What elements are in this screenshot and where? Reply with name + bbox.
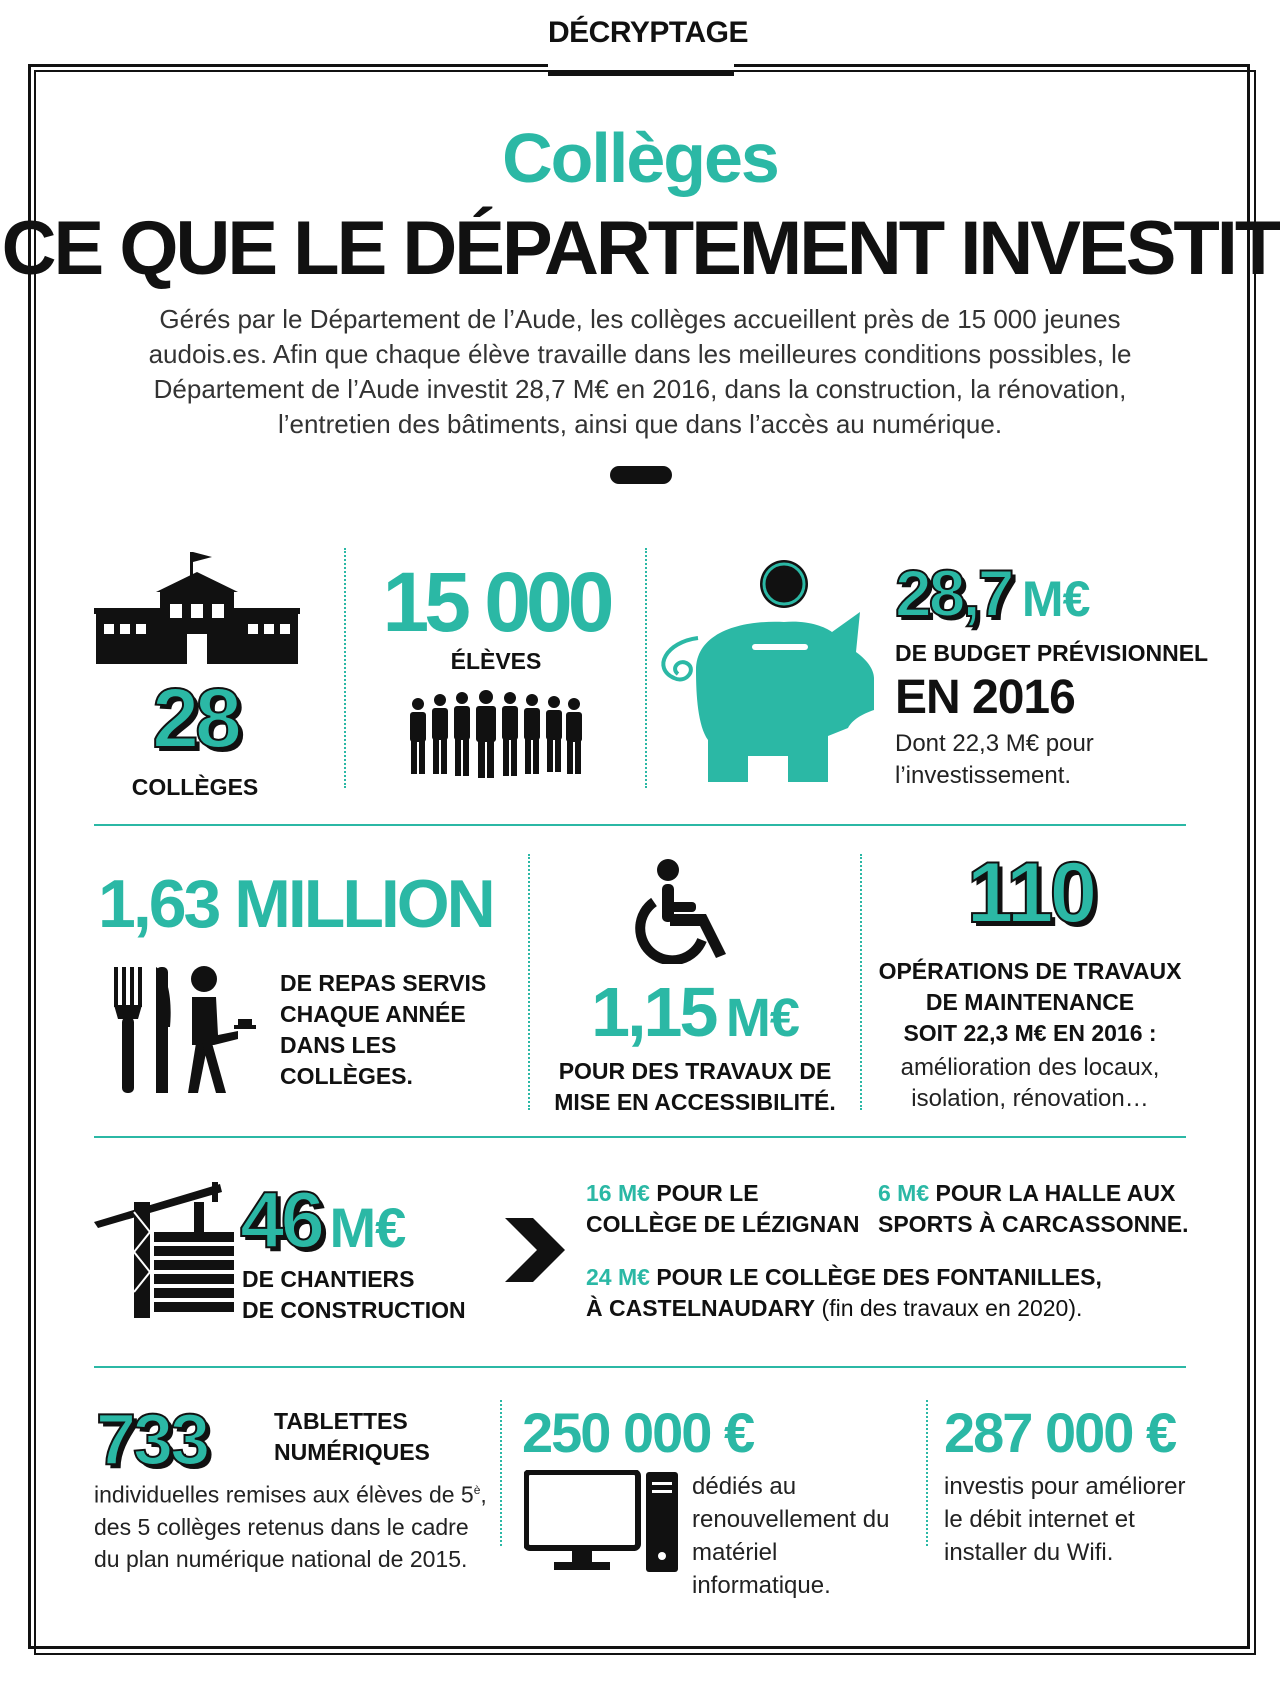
budget-note <box>895 728 1225 792</box>
school-building-icon <box>94 548 300 664</box>
intro-line: l’entretien des bâtiments, ainsi que dans l’accès au numérique. <box>277 409 1003 439</box>
tablettes-label-line: NUMÉRIQUES <box>274 1439 430 1465</box>
accessibilite-label-line: POUR DES TRAVAUX DE <box>558 1058 832 1084</box>
accessibilite-label-line: MISE EN ACCESSIBILITÉ. <box>554 1089 836 1115</box>
row-divider <box>94 1136 1186 1138</box>
travaux-note-line: isolation, rénovation… <box>911 1085 1149 1112</box>
informatique-line: renouvellement du <box>692 1506 890 1533</box>
tablettes-label <box>274 1406 474 1468</box>
row-divider <box>94 824 1186 826</box>
travaux-note-line: amélioration des locaux, <box>900 1054 1160 1081</box>
dotted-divider <box>344 548 346 788</box>
tablettes-sup: è <box>473 1483 481 1497</box>
travaux-note <box>870 1052 1190 1114</box>
colleges-label: COLLÈGES <box>131 774 259 800</box>
budget-note-line: l’investissement. <box>895 762 1072 789</box>
accessibilite-value: 1,15 <box>591 973 716 1051</box>
fontanilles-text: POUR LE COLLÈGE DES FONTANILLES, <box>656 1264 1102 1290</box>
halle-item <box>878 1178 1198 1240</box>
budget-note-line: Dont 22,3 M€ pour <box>895 730 1094 757</box>
fontanilles-note: (fin des travaux en 2020). <box>815 1295 1083 1321</box>
halle-text: POUR LA HALLE AUX <box>935 1180 1176 1206</box>
accessibilite-label <box>535 1056 855 1118</box>
desktop-computer-icon <box>524 1470 680 1574</box>
waiter-icon <box>178 965 268 1095</box>
intro-line: audois.es. Afin que chaque élève travaille dans les meilleures conditions possibles, le <box>148 339 1132 369</box>
repas-label <box>280 968 500 1092</box>
piggy-bank-icon <box>656 560 876 790</box>
tablettes-line: individuelles remises aux élèves de 5 <box>94 1481 474 1508</box>
wifi-text <box>944 1470 1234 1569</box>
travaux-label-line: SOIT 22,3 M€ EN 2016 : <box>903 1020 1157 1046</box>
accessibilite-value-group <box>535 972 855 1052</box>
halle-amount: 6 M€ <box>878 1180 930 1206</box>
kicker-title: Collèges <box>502 119 778 197</box>
budget-unit: M€ <box>1021 571 1090 627</box>
accessibilite-unit: M€ <box>725 988 799 1048</box>
chevron-right-icon <box>505 1218 565 1282</box>
wifi-line: installer du Wifi. <box>944 1539 1114 1566</box>
chantiers-label <box>242 1264 482 1326</box>
tablettes-value: 733 <box>96 1400 208 1480</box>
fontanilles-item <box>586 1262 1206 1324</box>
header-tab-bar <box>548 70 734 76</box>
page-title: CE QUE LE DÉPARTEMENT INVESTIT <box>1 206 1279 291</box>
chantiers-label-line: DE CONSTRUCTION <box>242 1297 466 1323</box>
halle-text: SPORTS À CARCASSONNE. <box>878 1211 1189 1237</box>
tablettes-line-end: , <box>480 1481 487 1508</box>
repas-value: 1,63 MILLION <box>98 866 493 942</box>
chantiers-value: 46 <box>240 1175 321 1264</box>
dotted-divider <box>860 854 862 1110</box>
dotted-divider <box>500 1400 502 1546</box>
divider-pill <box>610 466 672 484</box>
budget-line2: EN 2016 <box>895 671 1075 724</box>
fontanilles-text: À CASTELNAUDARY <box>586 1295 816 1321</box>
tablettes-text <box>94 1474 494 1575</box>
lezignan-item <box>586 1178 886 1240</box>
eleves-label: ÉLÈVES <box>450 648 542 674</box>
fontanilles-amount: 24 M€ <box>586 1264 650 1290</box>
repas-label-line: CHAQUE ANNÉE <box>280 1001 466 1027</box>
construction-crane-icon <box>94 1182 234 1318</box>
tablettes-label-line: TABLETTES <box>274 1408 408 1434</box>
lezignan-amount: 16 M€ <box>586 1180 650 1206</box>
informatique-line: matériel informatique. <box>692 1539 831 1599</box>
dotted-divider <box>645 548 647 788</box>
budget-value: 28,7 <box>895 556 1012 630</box>
chantiers-value-group <box>240 1175 480 1264</box>
repas-label-line: DE REPAS SERVIS <box>280 970 487 996</box>
dotted-divider <box>528 854 530 1110</box>
tablettes-line: du plan numérique national de 2015. <box>94 1545 468 1572</box>
wifi-value: 287 000 € <box>944 1401 1176 1464</box>
crowd-icon <box>406 690 586 778</box>
informatique-line: dédiés au <box>692 1473 797 1500</box>
intro-line: Département de l’Aude investit 28,7 M€ en 2016, dans la construction, la rénovation, <box>153 374 1127 404</box>
lezignan-text: POUR LE <box>656 1180 759 1206</box>
travaux-label <box>870 956 1190 1049</box>
row-divider <box>94 1366 1186 1368</box>
informatique-value: 250 000 € <box>522 1401 754 1464</box>
intro-text <box>80 302 1200 442</box>
travaux-label-line: DE MAINTENANCE <box>925 989 1135 1015</box>
budget-line1: DE BUDGET PRÉVISIONNEL <box>895 640 1209 666</box>
chantiers-label-line: DE CHANTIERS <box>242 1266 415 1292</box>
tablettes-line: des 5 collèges retenus dans le cadre <box>94 1513 469 1540</box>
dotted-divider <box>926 1400 928 1546</box>
travaux-value: 110 <box>966 845 1094 941</box>
travaux-label-line: OPÉRATIONS DE TRAVAUX <box>878 958 1182 984</box>
lezignan-text: COLLÈGE DE LÉZIGNAN <box>586 1211 860 1237</box>
repas-label-line: DANS LES <box>280 1032 397 1058</box>
chantiers-unit: M€ <box>329 1196 406 1259</box>
colleges-value: 28 <box>152 671 238 765</box>
wheelchair-icon <box>630 858 740 964</box>
budget-value-group <box>895 556 1225 640</box>
wifi-line: investis pour améliorer <box>944 1473 1186 1500</box>
informatique-text <box>692 1470 922 1602</box>
wifi-line: le débit internet et <box>944 1506 1135 1533</box>
eleves-value: 15 000 <box>382 555 610 649</box>
repas-label-line: COLLÈGES. <box>280 1063 413 1089</box>
intro-line: Gérés par le Département de l’Aude, les collèges accueillent près de 15 000 jeunes <box>159 304 1121 334</box>
section-label: DÉCRYPTAGE <box>548 16 749 49</box>
